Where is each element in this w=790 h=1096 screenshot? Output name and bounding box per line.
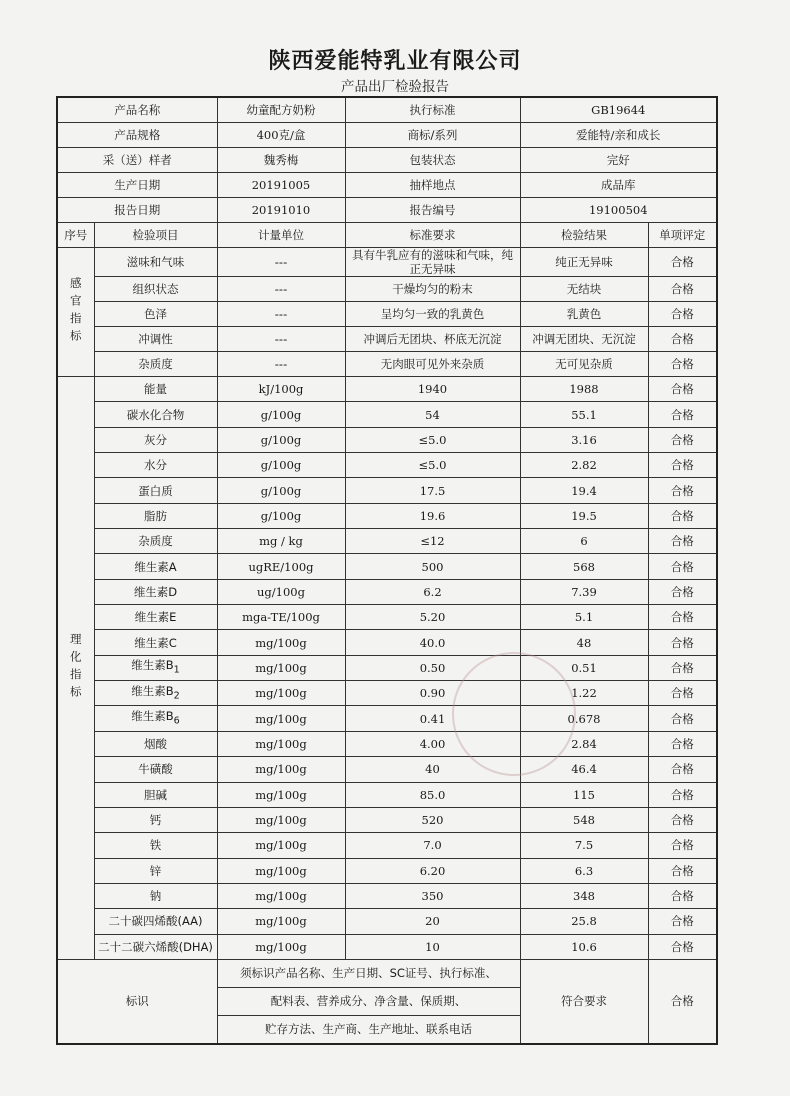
unit-cell: g/100g [217, 453, 345, 478]
info-row [57, 97, 717, 123]
unit-cell: g/100g [217, 503, 345, 528]
item-cell [94, 858, 217, 883]
item-cell: 色泽 [94, 302, 217, 327]
item-name: 烟酸 [144, 736, 167, 751]
judgment-cell: 合格 [648, 529, 717, 554]
judgment-cell: 合格 [648, 731, 717, 756]
judgment-cell: 合格 [648, 302, 717, 327]
item-cell [94, 377, 217, 402]
standard-cell: 具有牛乳应有的滋味和气味，纯正无异味 [345, 248, 520, 277]
standard-cell: 54 [345, 402, 520, 427]
judgment-cell: 合格 [648, 327, 717, 352]
result-cell: 19.5 [520, 503, 648, 528]
item-name: 杂质度 [138, 534, 173, 549]
standard-cell: 500 [345, 554, 520, 579]
judgment-cell: 合格 [648, 681, 717, 706]
result-cell: 7.5 [520, 833, 648, 858]
standard-cell: ≤5.0 [345, 453, 520, 478]
physchem-row [57, 503, 717, 528]
result-cell: 5.1 [520, 605, 648, 630]
info-label: 执行标准 [345, 97, 520, 123]
unit-cell: mg/100g [217, 782, 345, 807]
physchem-row [57, 858, 717, 883]
judgment-cell: 合格 [648, 503, 717, 528]
physchem-row [57, 731, 717, 756]
item-cell [94, 782, 217, 807]
item-cell: 组织状态 [94, 277, 217, 302]
info-label: 报告编号 [345, 198, 520, 223]
info-value: 19100504 [520, 198, 717, 223]
judgment-cell: 合格 [648, 934, 717, 959]
item-cell [94, 402, 217, 427]
result-cell: 3.16 [520, 427, 648, 452]
info-row [57, 198, 717, 223]
result-cell: 无可见杂质 [520, 352, 648, 377]
item-cell [94, 706, 217, 731]
info-label: 报告日期 [57, 198, 217, 223]
item-subscript: 1 [173, 664, 180, 676]
physchem-row [57, 782, 717, 807]
physchem-row [57, 453, 717, 478]
unit-cell: --- [217, 327, 345, 352]
inspection-report-table [56, 96, 718, 1045]
info-value: 成品库 [520, 173, 717, 198]
unit-cell: g/100g [217, 402, 345, 427]
physchem-row [57, 934, 717, 959]
judgment-cell: 合格 [648, 579, 717, 604]
physchem-row [57, 554, 717, 579]
standard-cell: 1940 [345, 377, 520, 402]
standard-cell: 0.41 [345, 706, 520, 731]
item-cell [94, 681, 217, 706]
standard-cell: 呈均匀一致的乳黄色 [345, 302, 520, 327]
labeling-standard-line: 贮存方法、生产商、生产地址、联系电话 [217, 1015, 520, 1044]
info-label: 抽样地点 [345, 173, 520, 198]
standard-cell: 17.5 [345, 478, 520, 503]
unit-cell: mg/100g [217, 706, 345, 731]
labeling-item: 标识 [57, 959, 217, 1044]
standard-cell: 40 [345, 757, 520, 782]
standard-cell: 4.00 [345, 731, 520, 756]
sensory-row [57, 352, 717, 377]
item-name: 胆碱 [144, 787, 167, 802]
result-cell: 纯正无异味 [520, 248, 648, 277]
item-name: 维生素B [131, 658, 174, 673]
item-name: 钠 [149, 889, 162, 904]
result-cell: 46.4 [520, 757, 648, 782]
info-label: 产品规格 [57, 123, 217, 148]
result-cell: 48 [520, 630, 648, 655]
result-cell: 348 [520, 883, 648, 908]
judgment-cell: 合格 [648, 706, 717, 731]
judgment-cell: 合格 [648, 655, 717, 680]
item-name: 钙 [149, 813, 162, 828]
result-cell: 115 [520, 782, 648, 807]
info-value: 20191010 [217, 198, 345, 223]
info-label: 采（送）样者 [57, 148, 217, 173]
physchem-row [57, 807, 717, 832]
unit-cell: mg/100g [217, 883, 345, 908]
standard-cell: 6.2 [345, 579, 520, 604]
physchem-row [57, 630, 717, 655]
result-cell: 55.1 [520, 402, 648, 427]
item-name: 能量 [144, 382, 167, 397]
unit-cell: mg/100g [217, 909, 345, 934]
labeling-standard-line: 配料表、营养成分、净含量、保质期、 [217, 987, 520, 1015]
judgment-cell: 合格 [648, 883, 717, 908]
physchem-row [57, 833, 717, 858]
unit-cell: g/100g [217, 427, 345, 452]
header-result: 检验结果 [520, 223, 648, 248]
unit-cell: mg/100g [217, 655, 345, 680]
item-name: 水分 [144, 458, 167, 473]
physchem-row [57, 402, 717, 427]
item-cell [94, 934, 217, 959]
group-label-sensory: 感官指标 [57, 248, 94, 377]
labeling-judgment: 合格 [648, 959, 717, 1044]
group-label-physchem: 理化指标 [57, 377, 94, 960]
item-cell [94, 605, 217, 630]
item-name: 维生素E [134, 610, 177, 625]
info-label: 产品名称 [57, 97, 217, 123]
item-cell [94, 883, 217, 908]
result-cell: 乳黄色 [520, 302, 648, 327]
info-value: 完好 [520, 148, 717, 173]
item-name: 牛磺酸 [138, 762, 173, 777]
judgment-cell: 合格 [648, 248, 717, 277]
item-cell [94, 529, 217, 554]
physchem-row [57, 757, 717, 782]
item-name: 维生素B [131, 708, 174, 723]
sensory-row [57, 302, 717, 327]
judgment-cell: 合格 [648, 909, 717, 934]
judgment-cell: 合格 [648, 605, 717, 630]
result-cell: 2.82 [520, 453, 648, 478]
result-cell: 冲调无团块、无沉淀 [520, 327, 648, 352]
result-cell: 无结块 [520, 277, 648, 302]
item-cell [94, 630, 217, 655]
standard-cell: 干燥均匀的粉末 [345, 277, 520, 302]
unit-cell: mg/100g [217, 681, 345, 706]
judgment-cell: 合格 [648, 630, 717, 655]
item-cell: 杂质度 [94, 352, 217, 377]
physchem-row [57, 706, 717, 731]
standard-cell: 0.90 [345, 681, 520, 706]
result-cell: 568 [520, 554, 648, 579]
info-row [57, 148, 717, 173]
judgment-cell: 合格 [648, 833, 717, 858]
item-name: 锌 [149, 863, 162, 878]
standard-cell: 10 [345, 934, 520, 959]
header-seq: 序号 [57, 223, 94, 248]
result-cell: 6.3 [520, 858, 648, 883]
labeling-standard-line: 须标识产品名称、生产日期、SC证号、执行标准、 [217, 959, 520, 987]
item-name: 维生素B [131, 683, 174, 698]
standard-cell: 6.20 [345, 858, 520, 883]
report-title: 产品出厂检验报告 [341, 79, 449, 95]
info-label: 生产日期 [57, 173, 217, 198]
judgment-cell: 合格 [648, 453, 717, 478]
header-standard: 标准要求 [345, 223, 520, 248]
item-name: 维生素A [134, 559, 177, 574]
standard-cell: ≤12 [345, 529, 520, 554]
judgment-cell: 合格 [648, 377, 717, 402]
standard-cell: 40.0 [345, 630, 520, 655]
column-header-row [57, 223, 717, 248]
unit-cell: --- [217, 352, 345, 377]
result-cell: 2.84 [520, 731, 648, 756]
unit-cell: ugRE/100g [217, 554, 345, 579]
result-cell: 7.39 [520, 579, 648, 604]
result-cell: 19.4 [520, 478, 648, 503]
judgment-cell: 合格 [648, 478, 717, 503]
result-cell: 25.8 [520, 909, 648, 934]
unit-cell: --- [217, 248, 345, 277]
standard-cell: 85.0 [345, 782, 520, 807]
unit-cell: mg/100g [217, 757, 345, 782]
judgment-cell: 合格 [648, 858, 717, 883]
sensory-row [57, 277, 717, 302]
item-cell [94, 757, 217, 782]
result-cell: 1.22 [520, 681, 648, 706]
standard-cell: 0.50 [345, 655, 520, 680]
standard-cell: 无肉眼可见外来杂质 [345, 352, 520, 377]
info-row [57, 123, 717, 148]
item-cell [94, 554, 217, 579]
standard-cell: 19.6 [345, 503, 520, 528]
item-name: 碳水化合物 [126, 407, 185, 422]
result-cell: 6 [520, 529, 648, 554]
item-name: 二十二碳六烯酸(DHA) [98, 939, 213, 954]
item-name: 脂肪 [144, 508, 167, 523]
result-cell: 10.6 [520, 934, 648, 959]
physchem-row [57, 529, 717, 554]
item-cell [94, 579, 217, 604]
unit-cell: mg / kg [217, 529, 345, 554]
header-unit: 计量单位 [217, 223, 345, 248]
physchem-row [57, 681, 717, 706]
physchem-row [57, 909, 717, 934]
item-name: 维生素D [133, 584, 178, 599]
physchem-row [57, 655, 717, 680]
info-value: 20191005 [217, 173, 345, 198]
unit-cell: kJ/100g [217, 377, 345, 402]
info-label: 包装状态 [345, 148, 520, 173]
item-name: 维生素C [134, 635, 177, 650]
unit-cell: --- [217, 302, 345, 327]
item-cell [94, 833, 217, 858]
judgment-cell: 合格 [648, 782, 717, 807]
result-cell: 0.678 [520, 706, 648, 731]
labeling-row [57, 959, 717, 987]
sensory-row [57, 248, 717, 277]
info-value: 魏秀梅 [217, 148, 345, 173]
unit-cell: mg/100g [217, 630, 345, 655]
standard-cell: 20 [345, 909, 520, 934]
header-item: 检验项目 [94, 223, 217, 248]
unit-cell: mga-TE/100g [217, 605, 345, 630]
item-cell [94, 909, 217, 934]
item-subscript: 6 [173, 715, 180, 727]
unit-cell: g/100g [217, 478, 345, 503]
physchem-row [57, 427, 717, 452]
item-name: 二十碳四烯酸(AA) [108, 914, 203, 929]
physchem-row [57, 605, 717, 630]
item-cell: 冲调性 [94, 327, 217, 352]
unit-cell: mg/100g [217, 858, 345, 883]
result-cell: 548 [520, 807, 648, 832]
header-judgment: 单项评定 [648, 223, 717, 248]
item-cell [94, 503, 217, 528]
judgment-cell: 合格 [648, 402, 717, 427]
item-name: 铁 [149, 838, 162, 853]
unit-cell: --- [217, 277, 345, 302]
item-cell [94, 427, 217, 452]
judgment-cell: 合格 [648, 554, 717, 579]
standard-cell: ≤5.0 [345, 427, 520, 452]
item-cell [94, 731, 217, 756]
item-name: 蛋白质 [138, 483, 173, 498]
standard-cell: 520 [345, 807, 520, 832]
physchem-row [57, 883, 717, 908]
judgment-cell: 合格 [648, 757, 717, 782]
info-label: 商标/系列 [345, 123, 520, 148]
result-cell: 0.51 [520, 655, 648, 680]
unit-cell: mg/100g [217, 833, 345, 858]
physchem-row [57, 478, 717, 503]
standard-cell: 350 [345, 883, 520, 908]
result-cell: 1988 [520, 377, 648, 402]
standard-cell: 7.0 [345, 833, 520, 858]
info-value: GB19644 [520, 97, 717, 123]
info-value: 幼童配方奶粉 [217, 97, 345, 123]
judgment-cell: 合格 [648, 427, 717, 452]
info-row [57, 173, 717, 198]
unit-cell: mg/100g [217, 934, 345, 959]
standard-cell: 5.20 [345, 605, 520, 630]
sensory-row [57, 327, 717, 352]
unit-cell: ug/100g [217, 579, 345, 604]
item-cell [94, 453, 217, 478]
item-name: 灰分 [144, 432, 167, 447]
item-cell [94, 807, 217, 832]
item-subscript: 2 [173, 689, 180, 701]
item-cell [94, 655, 217, 680]
company-name: 陕西爱能特乳业有限公司 [268, 49, 522, 74]
labeling-result: 符合要求 [520, 959, 648, 1044]
item-cell [94, 478, 217, 503]
info-value: 400克/盒 [217, 123, 345, 148]
judgment-cell: 合格 [648, 277, 717, 302]
physchem-row [57, 579, 717, 604]
unit-cell: mg/100g [217, 807, 345, 832]
judgment-cell: 合格 [648, 807, 717, 832]
judgment-cell: 合格 [648, 352, 717, 377]
info-value: 爱能特/亲和成长 [520, 123, 717, 148]
standard-cell: 冲调后无团块、杯底无沉淀 [345, 327, 520, 352]
physchem-row [57, 377, 717, 402]
unit-cell: mg/100g [217, 731, 345, 756]
item-cell: 滋味和气味 [94, 248, 217, 277]
